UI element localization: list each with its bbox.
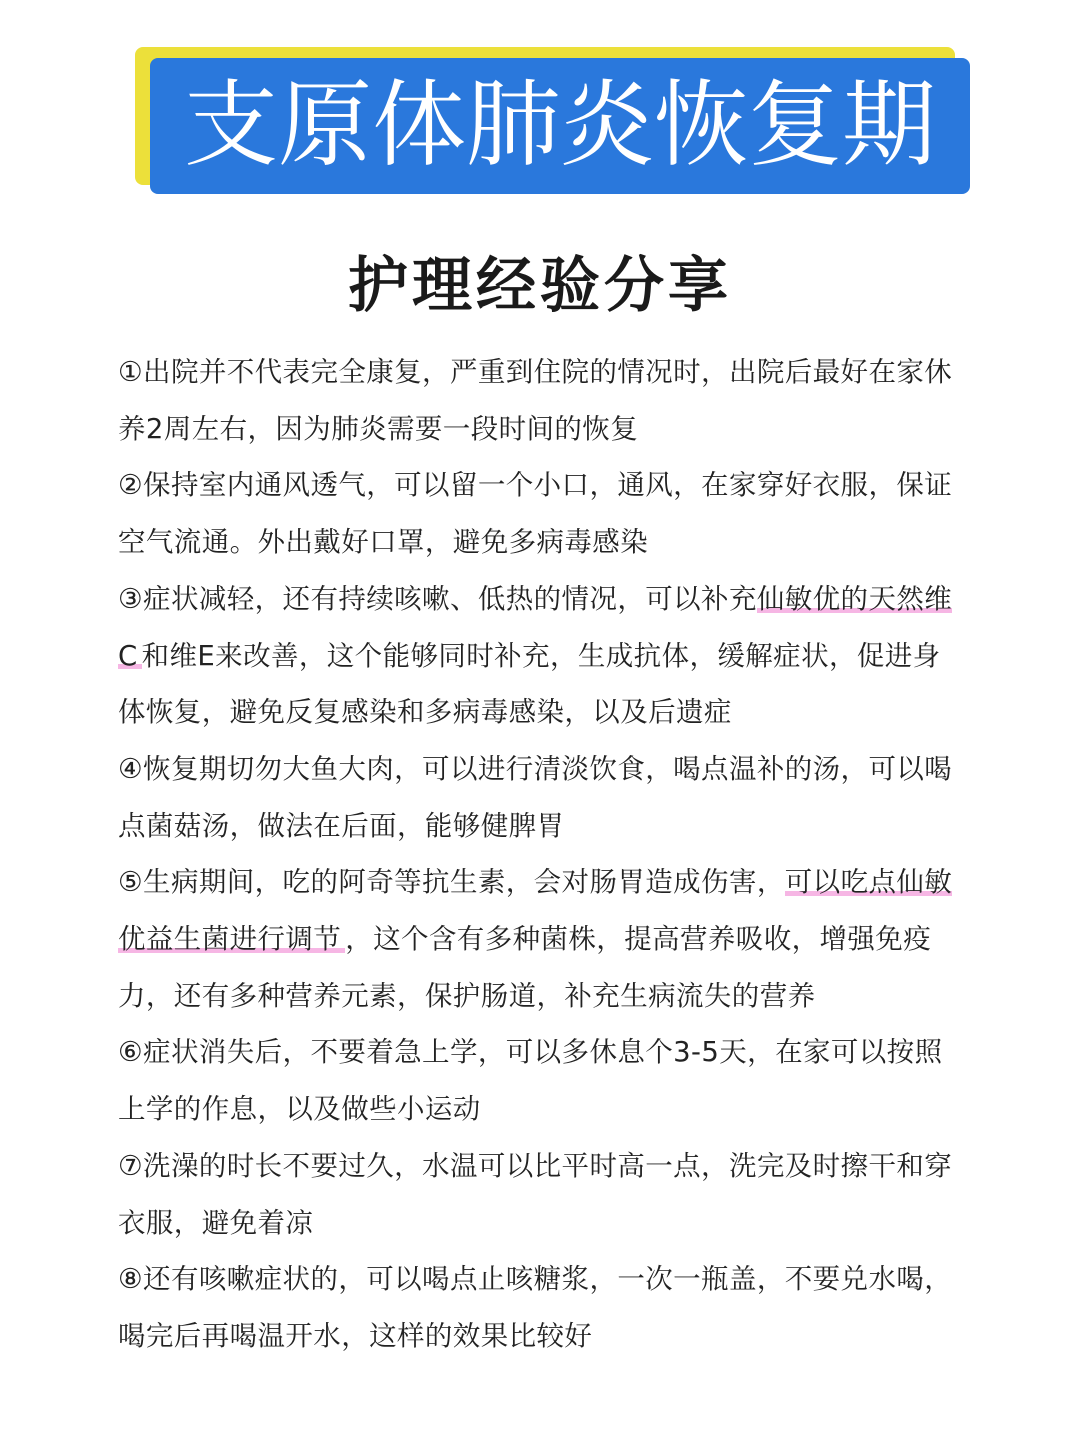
page-subtitle: 护理经验分享 [348, 251, 732, 321]
tip-3-highlight: 仙敏优的天然维C [118, 582, 953, 672]
tip-2: ②保持室内通风透气，可以留一个小口，通风，在家穿好衣服，保证空气流通。外出戴好口罩，避免多病毒感染 [118, 469, 953, 559]
tip-5-text: ⑤生病期间，吃的阿奇等抗生素，会对肠胃造成伤害， [118, 866, 785, 899]
tip-4: ④恢复期切勿大鱼大肉，可以进行清淡饮食，喝点温补的汤，可以喝点菌菇汤，做法在后面，能够健脾胃 [118, 752, 953, 842]
page-title: 支原体肺炎恢复期 [183, 71, 936, 180]
tip-5 [118, 854, 968, 1024]
title-banner [150, 58, 970, 194]
tip-1: ①出院并不代表完全康复，严重到住院的情况时，出院后最好在家休养2周左右，因为肺炎需要一段时间的恢复 [118, 356, 953, 445]
tip-7: ⑦洗澡的时长不要过久，水温可以比平时高一点，洗完及时擦干和穿衣服，避免着凉 [118, 1149, 953, 1239]
tip-5-text-rest: ，这个含有多种菌株，提高营养吸收，增强免疫力，还有多种营养元素，保护肠道，补充生病流失的营养 [118, 923, 932, 1012]
tip-8: ⑧还有咳嗽症状的，可以喝点止咳糖浆，一次一瓶盖，不要兑水喝，喝完后再喝温开水，这样的效果比较好 [118, 1263, 953, 1352]
tip-3 [118, 571, 968, 741]
tip-3-text-rest: 和维E来改善，这个能够同时补充，生成抗体，缓解症状，促进身体恢复，避免反复感染和多病毒感染，以及后遗症 [118, 639, 941, 729]
tip-6: ⑥症状消失后，不要着急上学，可以多休息个3-5天，在家可以按照上学的作息，以及做些小运动 [118, 1036, 943, 1126]
tip-5-highlight: 可以吃点仙敏优益生菌进行调节 [118, 866, 953, 956]
tip-3-text: ③症状减轻，还有持续咳嗽、低热的情况，可以补充 [118, 582, 757, 615]
tips-list [118, 344, 968, 1365]
